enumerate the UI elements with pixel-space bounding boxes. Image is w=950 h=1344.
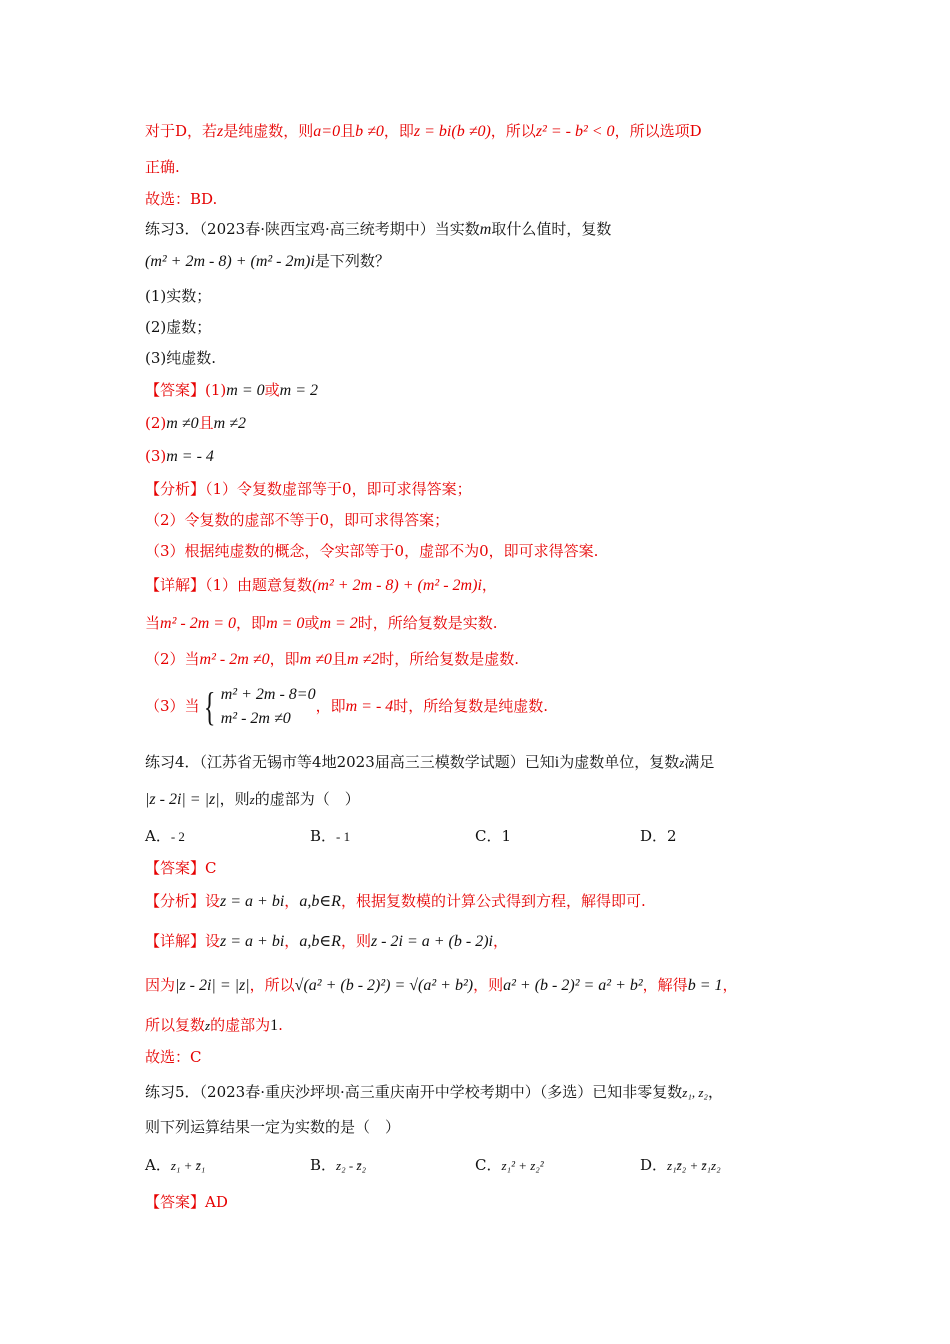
text: 是纯虚数，则: [223, 122, 314, 140]
math: m = - 4: [345, 698, 394, 715]
exercise-4-detail-1: [145, 931, 508, 952]
d-option-explanation: [145, 121, 702, 142]
exercise-4-detail-2: [145, 975, 738, 996]
detail-label: 【详解】: [145, 932, 206, 950]
detail-label: 【详解】: [145, 576, 206, 594]
equation-system: [221, 683, 316, 731]
option-value: - 1: [336, 829, 351, 844]
text: .: [278, 1016, 283, 1034]
exercise-5-answer: 【答案】AD: [145, 1193, 228, 1211]
text: 满足: [684, 753, 715, 771]
math: z² = - b² < 0: [535, 123, 615, 140]
math: z: [217, 123, 224, 140]
text: 练习5．（2023春·重庆沙坪坝·高三重庆南开中学校考期中）（多选）已知非零复数: [145, 1083, 683, 1101]
text: ，所以: [249, 976, 295, 994]
exercise-3-answer-1: [145, 380, 318, 401]
math: m ≠2: [346, 651, 380, 668]
exercise-4-title: [145, 752, 714, 773]
text: 是下列数？: [314, 252, 390, 270]
option-letter: A．: [145, 827, 171, 845]
text: ，: [284, 932, 300, 950]
math: z = a + bi: [220, 933, 285, 950]
math: m: [479, 221, 492, 238]
text: 且: [198, 414, 214, 432]
math: a,b∈R: [299, 893, 341, 910]
option-value: 1: [501, 827, 512, 845]
option-letter: A．: [145, 1156, 171, 1174]
exercise-5-option-c[interactable]: [475, 1155, 544, 1176]
exercise-4-detail-3: [145, 1015, 283, 1036]
text: 当: [145, 614, 161, 632]
text: 且: [340, 122, 356, 140]
math: a² + (b - 2)² = a² + b²: [503, 977, 643, 994]
option-letter: D．: [640, 1156, 668, 1174]
text: 时，所给复数是实数.: [357, 614, 498, 632]
text: ，即: [383, 122, 414, 140]
math: a,b∈R: [299, 933, 341, 950]
exercise-5-option-b[interactable]: [310, 1155, 366, 1176]
exercise-3-item-2: (2)虚数；: [145, 318, 212, 336]
text: 且: [331, 650, 347, 668]
text: 的虚部为（ ）: [254, 790, 360, 808]
option-value: z₁ + z̄₁: [170, 1158, 206, 1173]
exercise-3-analysis-1: [145, 479, 472, 499]
text: ，则: [340, 932, 371, 950]
exercise-4-option-c[interactable]: [475, 826, 511, 846]
text: （3）当: [145, 697, 200, 715]
math: √(a² + (b - 2)²) = √(a² + b²): [294, 977, 474, 994]
math: 1: [270, 1017, 279, 1034]
text: 设: [205, 932, 221, 950]
exercise-5-option-a[interactable]: [145, 1155, 205, 1176]
math: b ≠0: [355, 123, 384, 140]
option-letter: D．: [640, 827, 668, 845]
math: |z - 2i| = |z|: [145, 791, 220, 808]
option-letter: B．: [310, 827, 337, 845]
exercise-3-detail-4: [145, 682, 548, 731]
text: （1）令复数虚部等于0，即可求得答案；: [205, 480, 472, 498]
text: 为虚数单位，复数: [559, 753, 680, 771]
system-eq-1: m² + 2m - 8=0: [220, 686, 316, 703]
choose-bd: 故选：BD.: [145, 190, 218, 208]
exercise-3-analysis-3: （3）根据纯虚数的概念，令实部等于0，虚部不为0，即可求得答案.: [145, 542, 599, 560]
option-letter: C．: [475, 827, 502, 845]
text: （1）由题意复数: [205, 576, 313, 594]
system-eq-2: m² - 2m ≠0: [220, 710, 291, 727]
text: ，所以选项D: [614, 122, 702, 140]
text: (3): [145, 447, 167, 465]
exercise-3-answer-2: [145, 413, 246, 434]
exercise-3-formula-line: [145, 251, 390, 272]
math: b = 1: [687, 977, 723, 994]
d-option-explanation-cont: 正确.: [145, 158, 180, 176]
option-value: z₁² + z₂²: [501, 1158, 544, 1173]
text: ，则: [473, 976, 504, 994]
math: m = 2: [319, 615, 358, 632]
math: m ≠0: [299, 651, 332, 668]
text: 或: [264, 381, 280, 399]
text: ，根据复数模的计算公式得到方程，解得即可.: [340, 892, 646, 910]
text: ，即: [269, 650, 300, 668]
math: m² - 2m = 0: [160, 615, 237, 632]
exercise-4-analysis: [145, 891, 646, 912]
system-brace: {: [203, 684, 215, 729]
text: ，即: [315, 697, 346, 715]
exercise-3-answer-3: [145, 446, 214, 467]
option-value: z₂ - z̄₂: [336, 1158, 367, 1173]
text: 时，所给复数是纯虚数.: [393, 697, 549, 715]
math: |z - 2i| = |z|: [175, 977, 250, 994]
text: ，: [707, 1083, 723, 1101]
math: z: [249, 792, 255, 807]
option-value: 2: [667, 827, 677, 845]
math: z: [679, 755, 685, 770]
text: 取什么值时，复数: [491, 220, 612, 238]
text: ，: [722, 976, 738, 994]
exercise-3-detail-3: [145, 649, 519, 670]
math: m = 0: [266, 615, 305, 632]
text: ，即: [236, 614, 267, 632]
text: 的虚部为: [210, 1016, 271, 1034]
text: 设: [205, 892, 221, 910]
text: 练习4．（江苏省无锡市等4地2023届高三三模数学试题）已知: [145, 753, 555, 771]
exercise-4-condition: [145, 789, 360, 810]
exercise-3-detail-2: [145, 613, 498, 634]
exercise-4-option-b[interactable]: [310, 826, 350, 847]
exercise-5-question: 则下列运算结果一定为实数的是（ ）: [145, 1118, 401, 1136]
math: a=0: [313, 123, 341, 140]
text: (2): [145, 414, 167, 432]
exercise-4-answer: 【答案】C: [145, 859, 217, 877]
answer-label: 【答案】: [145, 381, 206, 399]
math: m = - 4: [166, 448, 214, 465]
math: z: [205, 1018, 211, 1033]
analysis-label: 【分析】: [145, 480, 206, 498]
math: z₁, z₂: [682, 1085, 708, 1100]
math: m² - 2m ≠0: [199, 651, 270, 668]
text: ，: [481, 576, 497, 594]
exercise-4-option-a[interactable]: [145, 826, 185, 847]
exercise-3-item-3: (3)纯虚数.: [145, 349, 217, 367]
exercise-5-option-d[interactable]: [640, 1155, 721, 1176]
exercise-4-option-d[interactable]: [640, 826, 677, 846]
exercise-3-analysis-2: （2）令复数的虚部不等于0，即可求得答案；: [145, 511, 450, 529]
math: z - 2i = a + (b - 2)i: [370, 933, 493, 950]
text: 练习3．（2023春·陕西宝鸡·高三统考期中）当实数: [145, 220, 480, 238]
math: m ≠2: [213, 415, 246, 432]
option-value: z₁z̄₂ + z̄₁z₂: [667, 1158, 721, 1173]
text: 对于D，若: [145, 122, 218, 140]
option-value: - 2: [170, 829, 185, 844]
text: 所以复数: [145, 1016, 206, 1034]
text: ，则: [219, 790, 250, 808]
text: ，所以: [490, 122, 536, 140]
complex-formula: (m² + 2m - 8) + (m² - 2m)i: [145, 253, 315, 270]
text: （2）当: [145, 650, 200, 668]
math: i: [554, 754, 560, 771]
text: 时，所给复数是虚数.: [379, 650, 520, 668]
math: (m² + 2m - 8) + (m² - 2m)i: [312, 577, 482, 594]
text: ，: [492, 932, 508, 950]
text: 或: [304, 614, 320, 632]
exercise-3-detail-1: [145, 575, 497, 596]
exercise-3-title: [145, 219, 611, 240]
text: 因为: [145, 976, 176, 994]
math: m = 0: [226, 382, 265, 399]
math: m ≠0: [166, 415, 199, 432]
option-letter: C．: [475, 1156, 502, 1174]
text: ，解得: [642, 976, 688, 994]
exercise-4-choose: 故选：C: [145, 1048, 202, 1066]
text: ，: [284, 892, 300, 910]
math: z = bi(b ≠0): [413, 123, 491, 140]
analysis-label: 【分析】: [145, 892, 206, 910]
exercise-3-item-1: (1)实数；: [145, 287, 212, 305]
exercise-5-title: [145, 1082, 723, 1103]
math: m = 2: [279, 382, 318, 399]
text: (1): [205, 381, 227, 399]
option-letter: B．: [310, 1156, 337, 1174]
math: z = a + bi: [220, 893, 285, 910]
